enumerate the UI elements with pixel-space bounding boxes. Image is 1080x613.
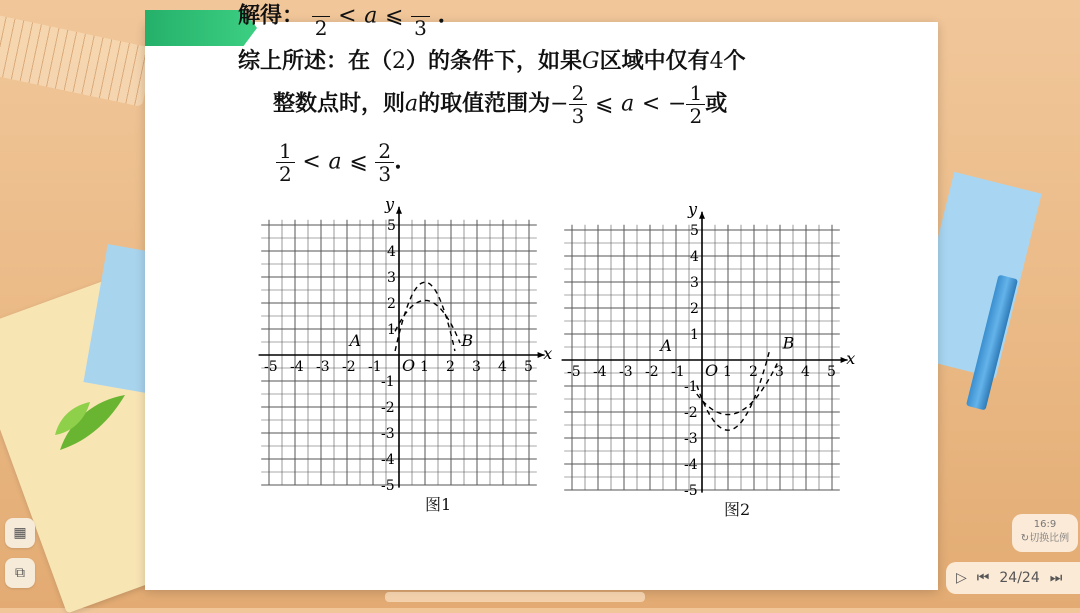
leaf-icon [50, 380, 130, 460]
x-tick-label: 4 [801, 364, 810, 380]
bottom-scroll-handle[interactable] [385, 592, 645, 602]
point-b-label: B [461, 330, 474, 350]
y-tick-label: -2 [381, 400, 395, 416]
y-tick-label: -5 [381, 478, 395, 494]
x-tick-label: -1 [368, 359, 382, 375]
y-tick-label: -4 [684, 457, 698, 473]
x-tick-label: 4 [498, 359, 507, 375]
y-axis-label: y [385, 194, 395, 214]
text-line-1: 综上所述：在（2）的条件下，如果G区域中仅有4个 [238, 48, 746, 74]
x-tick-label: -3 [316, 359, 330, 375]
point-b-label: B [782, 333, 795, 353]
coordinate-graph-2 [567, 195, 870, 500]
y-tick-label: 4 [690, 249, 699, 265]
x-tick-label: -1 [671, 364, 685, 380]
y-tick-label: -2 [684, 405, 698, 421]
text-line-3: $\frac{1}{2}$ < a ⩽ $\frac{2}{3}$ . [276, 140, 402, 185]
y-tick-label: -1 [684, 379, 698, 395]
x-tick-label: -4 [290, 359, 304, 375]
left-toolbar [5, 518, 35, 598]
slide-navigation-bar [946, 562, 1080, 594]
point-a-label: A [660, 335, 672, 355]
slide-tool-icon[interactable]: ⧉ [5, 558, 35, 588]
y-tick-label: 1 [387, 322, 396, 338]
coordinate-graph-1 [264, 190, 568, 500]
play-icon[interactable]: ▷ [956, 570, 967, 586]
y-tick-label: 5 [690, 223, 699, 239]
text-line-0: 解得： 2 < a ⩽ 3 . [238, 0, 445, 39]
y-tick-label: -1 [381, 374, 395, 390]
point-a-label: A [349, 330, 362, 350]
grid-view-icon[interactable]: ▦ [5, 518, 35, 548]
y-tick-label: 1 [690, 327, 699, 343]
y-tick-label: 3 [690, 275, 699, 291]
y-tick-label: 3 [387, 270, 396, 286]
x-tick-label: 2 [749, 364, 758, 380]
figure-2-caption: 图2 [724, 500, 751, 519]
previous-icon[interactable]: ⏮ [976, 570, 990, 586]
next-icon[interactable]: ⏭ [1049, 570, 1063, 586]
dashed-parabola [395, 300, 460, 343]
origin-label: O [705, 361, 719, 380]
x-tick-label: -2 [342, 359, 356, 375]
y-axis-label: y [688, 199, 698, 219]
x-tick-label: -3 [619, 364, 633, 380]
y-tick-label: -5 [684, 483, 698, 499]
x-axis-label: x [543, 344, 553, 363]
y-axis-arrow [699, 212, 705, 219]
refresh-icon: ↻ [1020, 533, 1030, 544]
y-axis-arrow [396, 207, 402, 214]
x-tick-label: 2 [446, 359, 455, 375]
x-tick-label: -5 [567, 364, 581, 380]
y-tick-label: -3 [381, 426, 395, 442]
x-axis-label: x [846, 349, 856, 368]
x-tick-label: -4 [593, 364, 607, 380]
x-tick-label: 1 [420, 359, 429, 375]
y-tick-label: 5 [387, 218, 396, 234]
x-tick-label: -2 [645, 364, 659, 380]
x-tick-label: 3 [775, 364, 784, 380]
y-tick-label: 2 [387, 296, 396, 312]
x-tick-label: 5 [827, 364, 836, 380]
y-tick-label: -3 [684, 431, 698, 447]
text-line-2: 整数点时，则a的取值范围为− $\frac{2}{3}$ ⩽ a < − $\frac{1}{2}$ 或 [273, 81, 728, 128]
page-indicator: 24/24 [999, 570, 1040, 586]
origin-label: O [402, 356, 416, 375]
y-tick-label: 4 [387, 244, 396, 260]
ruler-decoration [0, 13, 154, 107]
y-tick-label: -4 [381, 452, 395, 468]
x-tick-label: -5 [264, 359, 278, 375]
x-tick-label: 1 [723, 364, 732, 380]
x-tick-label: 3 [472, 359, 481, 375]
ratio-switch-button[interactable]: 16:9 ↻切换比例 [1012, 514, 1078, 552]
figure-1-caption: 图1 [425, 495, 452, 514]
y-tick-label: 2 [690, 301, 699, 317]
x-tick-label: 5 [524, 359, 533, 375]
